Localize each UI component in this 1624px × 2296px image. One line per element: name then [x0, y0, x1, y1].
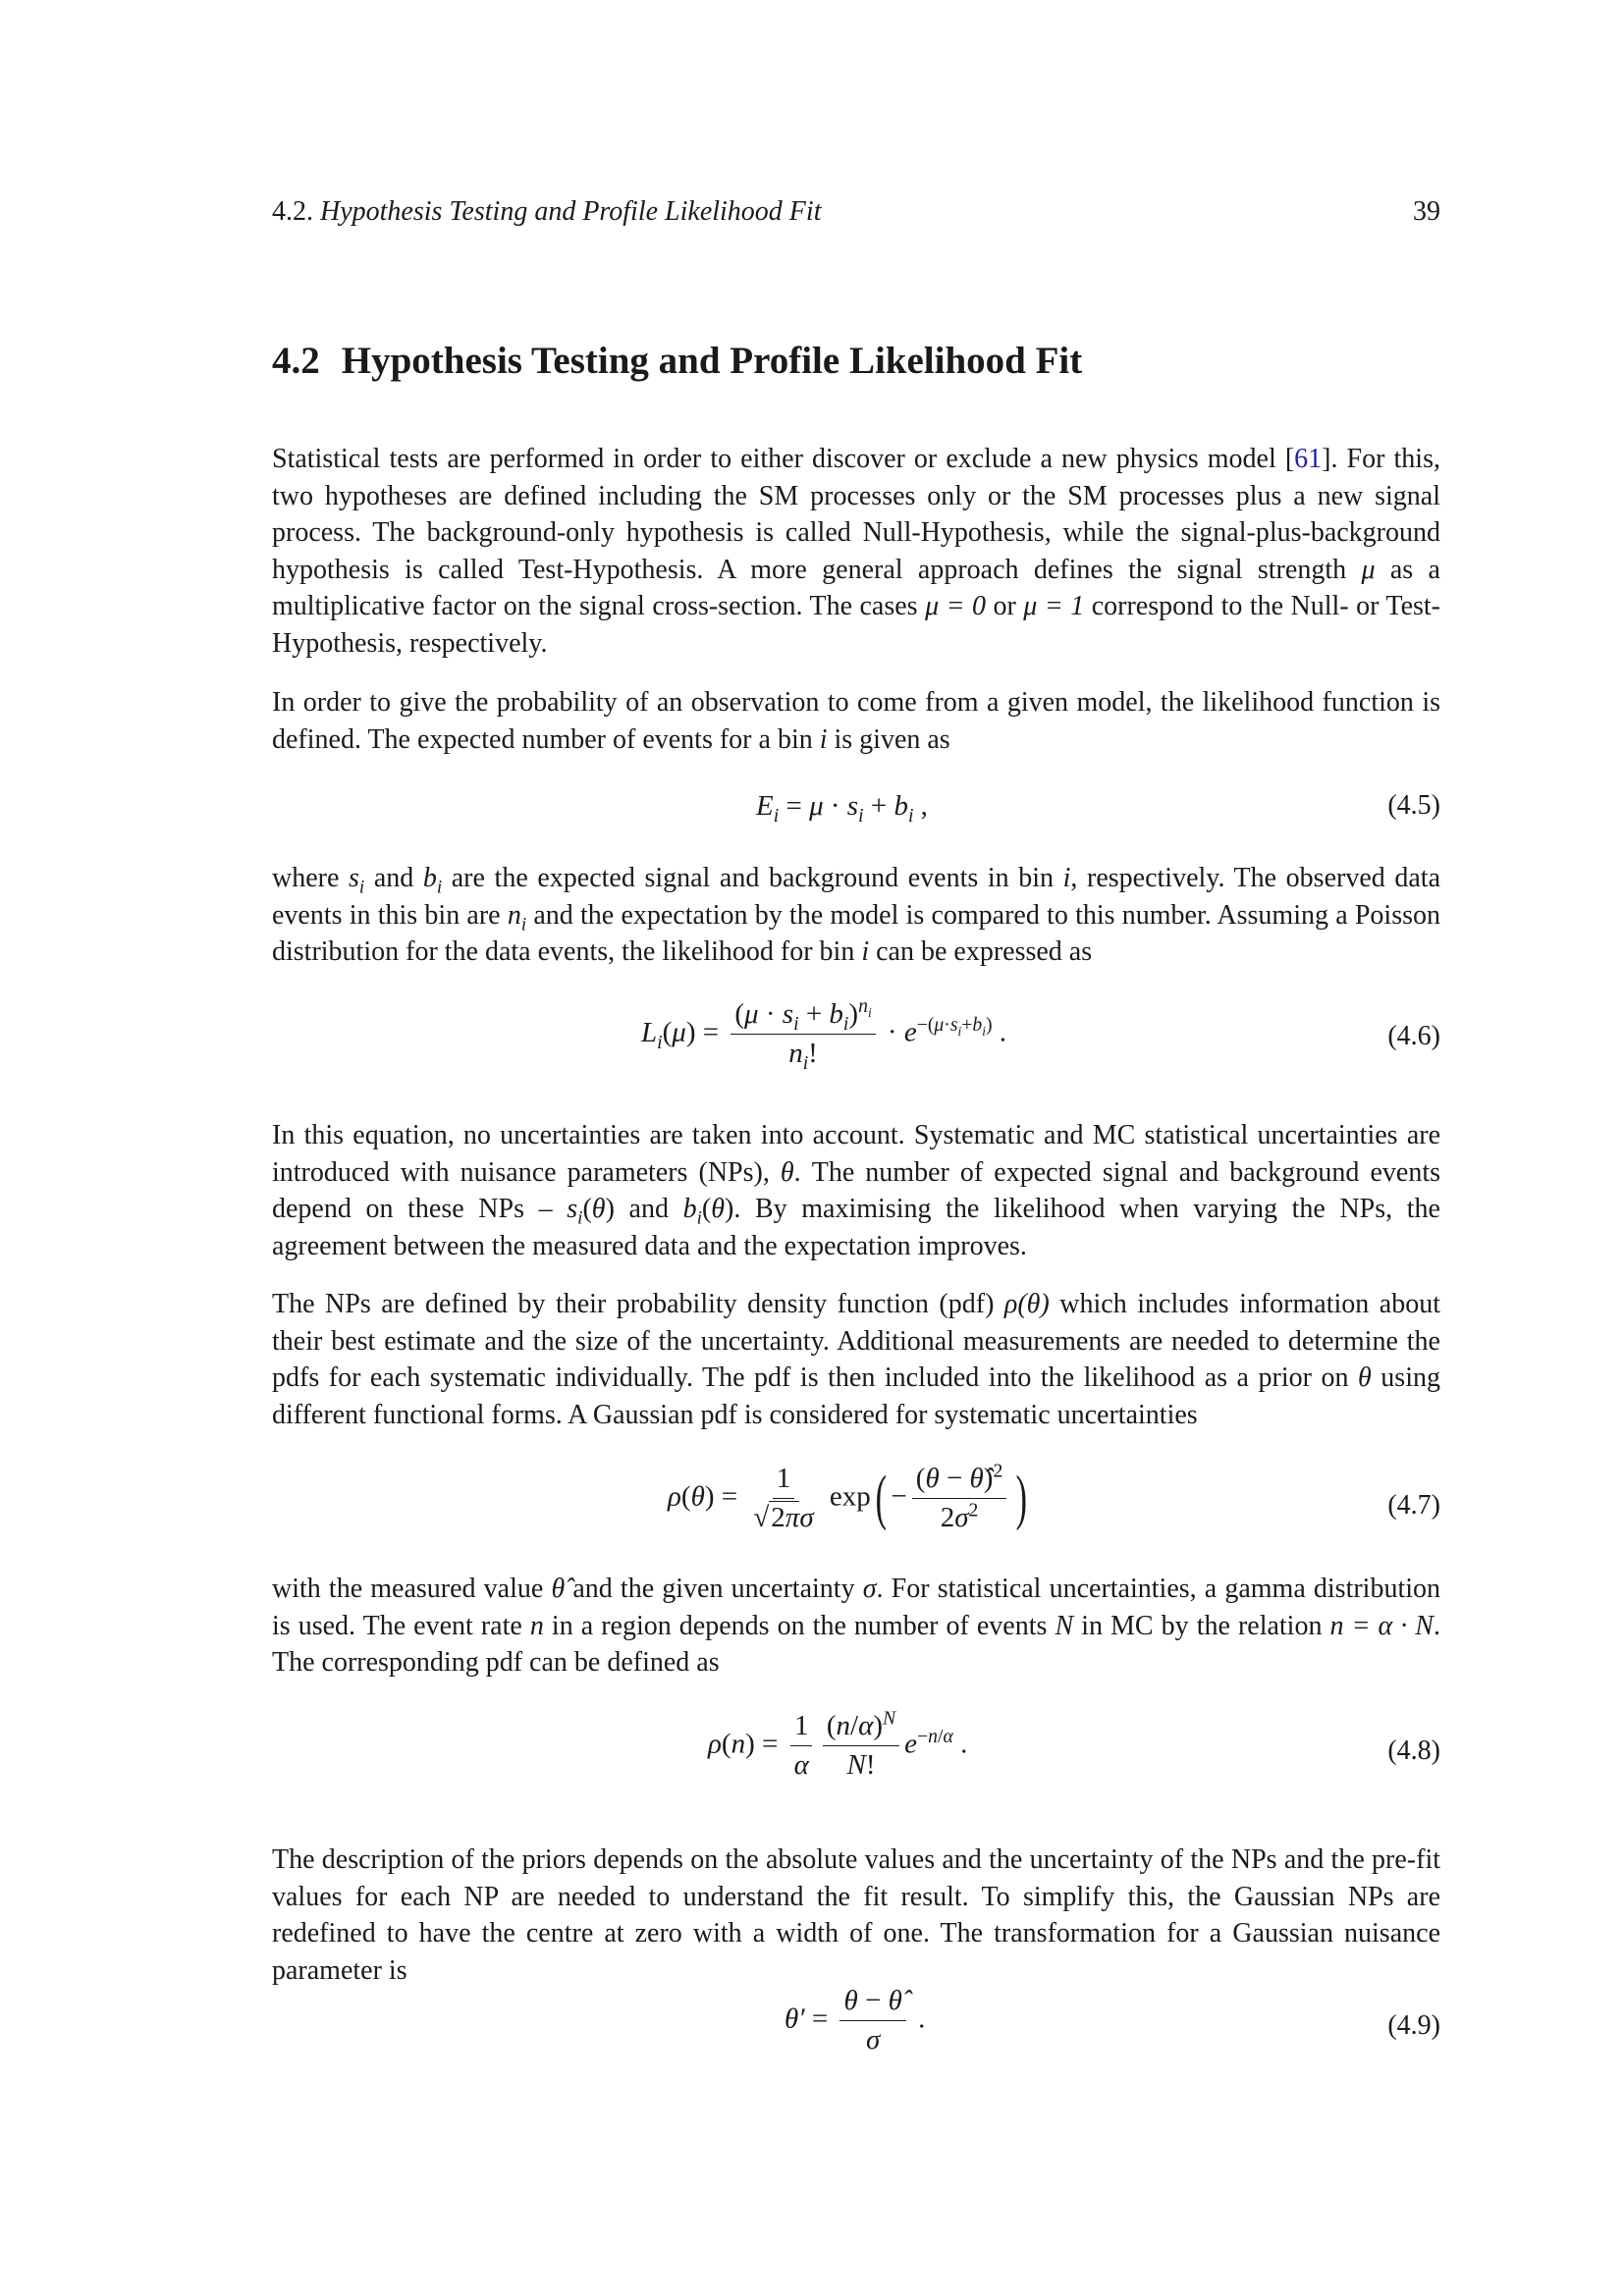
paragraph-6: with the measured value θ̂ and the given uncertainty σ. For statistical uncertainties, a gamma distribution is used. The event rate n in a region depends on the number of events N in MC by the relation n = α · N. The corresponding pdf can be defined as: [272, 1574, 1441, 1678]
equation-number: (4.5): [1387, 790, 1440, 821]
citation-link[interactable]: 61: [1294, 444, 1323, 474]
running-head-title: 4.2. Hypothesis Testing and Profile Likelihood Fit: [272, 196, 822, 227]
paragraph-7: The description of the priors depends on the absolute values and the uncertainty of the NPs and the pre-fit values for each NP are needed to understand the fit result. To simplify this, the Gaussian NPs are redefined to have the centre at zero with a width of one. The transformation for a Gaussian nuisance parameter is: [272, 1844, 1440, 1986]
equation-4-6-body: $L_i(\mu)$ = $\frac{(\mu \cdot s_i + b_i)^{n_i}}{n_i!}$ · $e^{-(\mu\cdot s_i+b_i)}$ .: [641, 995, 1007, 1075]
equation-number: (4.9): [1387, 2010, 1440, 2041]
equation-4-8-body: ρ(n) = $\frac{1}{\alpha}$ $\frac{(n/\alpha)^N}{N!}$ $e^{-n/\alpha}$ .: [708, 1707, 968, 1782]
equation-4-8: [272, 1707, 1440, 1796]
equation-4-7-body: ρ(θ) = $\frac{1}{√2\pi\sigma}$ exp( − $\frac{(\theta - \thetâ)^2}{2\sigma^2}$ ): [668, 1460, 1028, 1534]
paragraph-1: Statistical tests are performed in order to either discover or exclude a new physics model [61]. For this, two hypotheses are defined including the SM processes only or the SM processes plus a new signal process. The background-only hypothesis is called Null-Hypothesis, while the signal-plus-background hypothesis is called Test-Hypothesis. A more general approach defines the signal strength μ as a multiplicative factor on the signal cross-section. The cases μ = 0 or μ = 1 correspond to the Null- or Test-Hypothesis, respectively.: [272, 444, 1440, 659]
equation-4-9: [272, 1985, 1440, 2063]
equation-number: (4.8): [1387, 1735, 1440, 1766]
page-number: 39: [1413, 196, 1440, 227]
section-heading: [272, 339, 1082, 383]
equation-4-7: [272, 1461, 1440, 1555]
equation-4-6: [272, 996, 1440, 1075]
equation-number: (4.6): [1387, 1021, 1440, 1051]
paragraph-5: The NPs are defined by their probability density function (pdf) ρ(θ) which includes information about their best estimate and the size of the uncertainty. Additional measurements are needed to determine the pdfs for each systematic individually. The pdf is then included into the likelihood as a prior on θ using different functional forms. A Gaussian pdf is considered for systematic uncertainties: [272, 1289, 1440, 1430]
equation-4-5: [272, 790, 1440, 829]
section-title: Hypothesis Testing and Profile Likelihood Fit: [341, 340, 1083, 382]
section-number: 4.2: [272, 340, 320, 382]
equation-4-9-body: θ′ = $\frac{\theta - \thetâ}{\sigma}$ .: [785, 1985, 926, 2056]
equation-number: (4.7): [1387, 1490, 1440, 1521]
paragraph-4: In this equation, no uncertainties are taken into account. Systematic and MC statistical uncertainties are introduced with nuisance parameters (NPs), θ. The number of expected signal and background events depend on these NPs – $s_i(\theta)$ and $b_i(\theta)$. By maximising the likelihood when varying the NPs, the agreement between the measured data and the expectation improves.: [272, 1120, 1440, 1261]
paragraph-3: where $s_i$ and $b_i$ are the expected signal and background events in bin i, respectively. The observed data events in this bin are $n_i$ and the expectation by the model is compared to this number. Assuming a Poisson distribution for the data events, the likelihood for bin i can be expressed as: [272, 863, 1440, 967]
running-head: [272, 196, 1440, 228]
paragraph-2: In order to give the probability of an observation to come from a given model, the likelihood function is defined. The expected number of events for a bin i is given as: [272, 687, 1440, 755]
equation-4-5-body: $E_i = \mu \cdot s_i + b_i$ ,: [756, 790, 928, 827]
